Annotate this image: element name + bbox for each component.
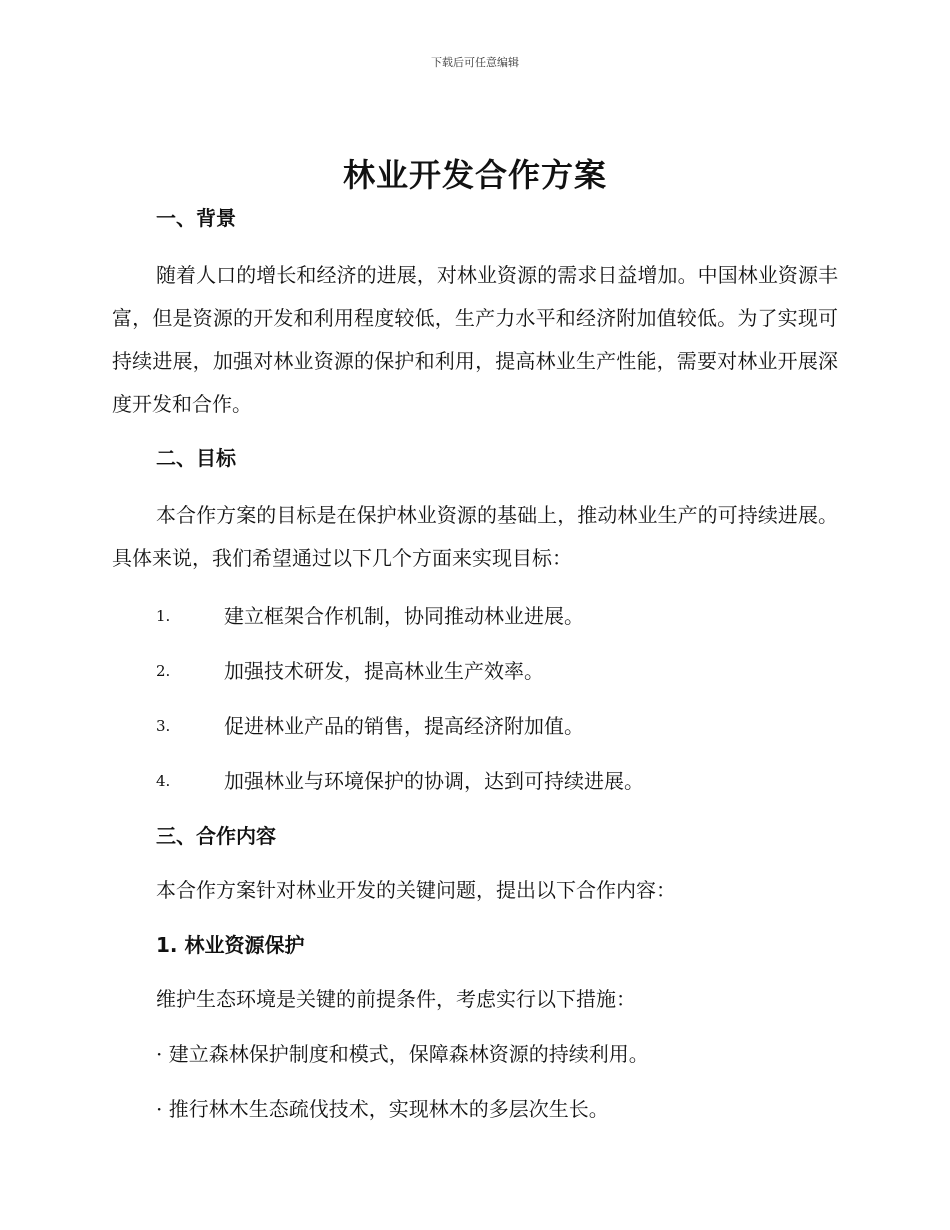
list-number: 2. <box>156 662 171 680</box>
section-heading-goals: 二、目标 <box>156 446 236 470</box>
cooperation-intro: 本合作方案针对林业开发的关键问题，提出以下合作内容： <box>156 878 676 902</box>
bullet-item: · 建立森林保护制度和模式，保障森林资源的持续利用。 <box>156 1042 649 1066</box>
list-number: 4. <box>156 772 171 790</box>
background-paragraph: 随着人口的增长和经济的进展，对林业资源的需求日益增加。中国林业资源丰富，但是资源的开发和利用程度较低，生产力水平和经济附加值较低。为了实现可持续进展，加强对林业资源的保护和利用，提高林业生产性能，需要对林业开展深度开发和合作。 <box>112 263 838 416</box>
list-item <box>112 763 838 799</box>
list-text: 促进林业产品的销售，提高经济附加值。 <box>224 714 584 738</box>
list-text: 加强林业与环境保护的协调，达到可持续进展。 <box>224 769 644 793</box>
goals-paragraph: 本合作方案的目标是在保护林业资源的基础上，推动林业生产的可持续进展。具体来说，我们希望通过以下几个方面来实现目标： <box>112 503 838 570</box>
list-number: 3. <box>156 717 171 735</box>
resource-protection-intro: 维护生态环境是关键的前提条件，考虑实行以下措施： <box>156 987 636 1011</box>
header-note: 下载后可任意编辑 <box>431 56 519 69</box>
list-item <box>112 708 838 744</box>
document-body <box>112 200 838 1146</box>
list-item <box>112 598 838 634</box>
document-title: 林业开发合作方案 <box>342 156 607 194</box>
section-heading-background: 一、背景 <box>156 206 236 230</box>
list-item <box>112 653 838 689</box>
list-number: 1. <box>156 607 171 625</box>
list-text: 加强技术研发，提高林业生产效率。 <box>224 659 544 683</box>
bullet-item: · 推行林木生态疏伐技术，实现林木的多层次生长。 <box>156 1097 609 1121</box>
section-heading-cooperation: 三、合作内容 <box>156 824 276 848</box>
subsection-heading-resource-protection: 1. 林业资源保护 <box>156 933 305 957</box>
list-text: 建立框架合作机制，协同推动林业进展。 <box>224 604 584 628</box>
